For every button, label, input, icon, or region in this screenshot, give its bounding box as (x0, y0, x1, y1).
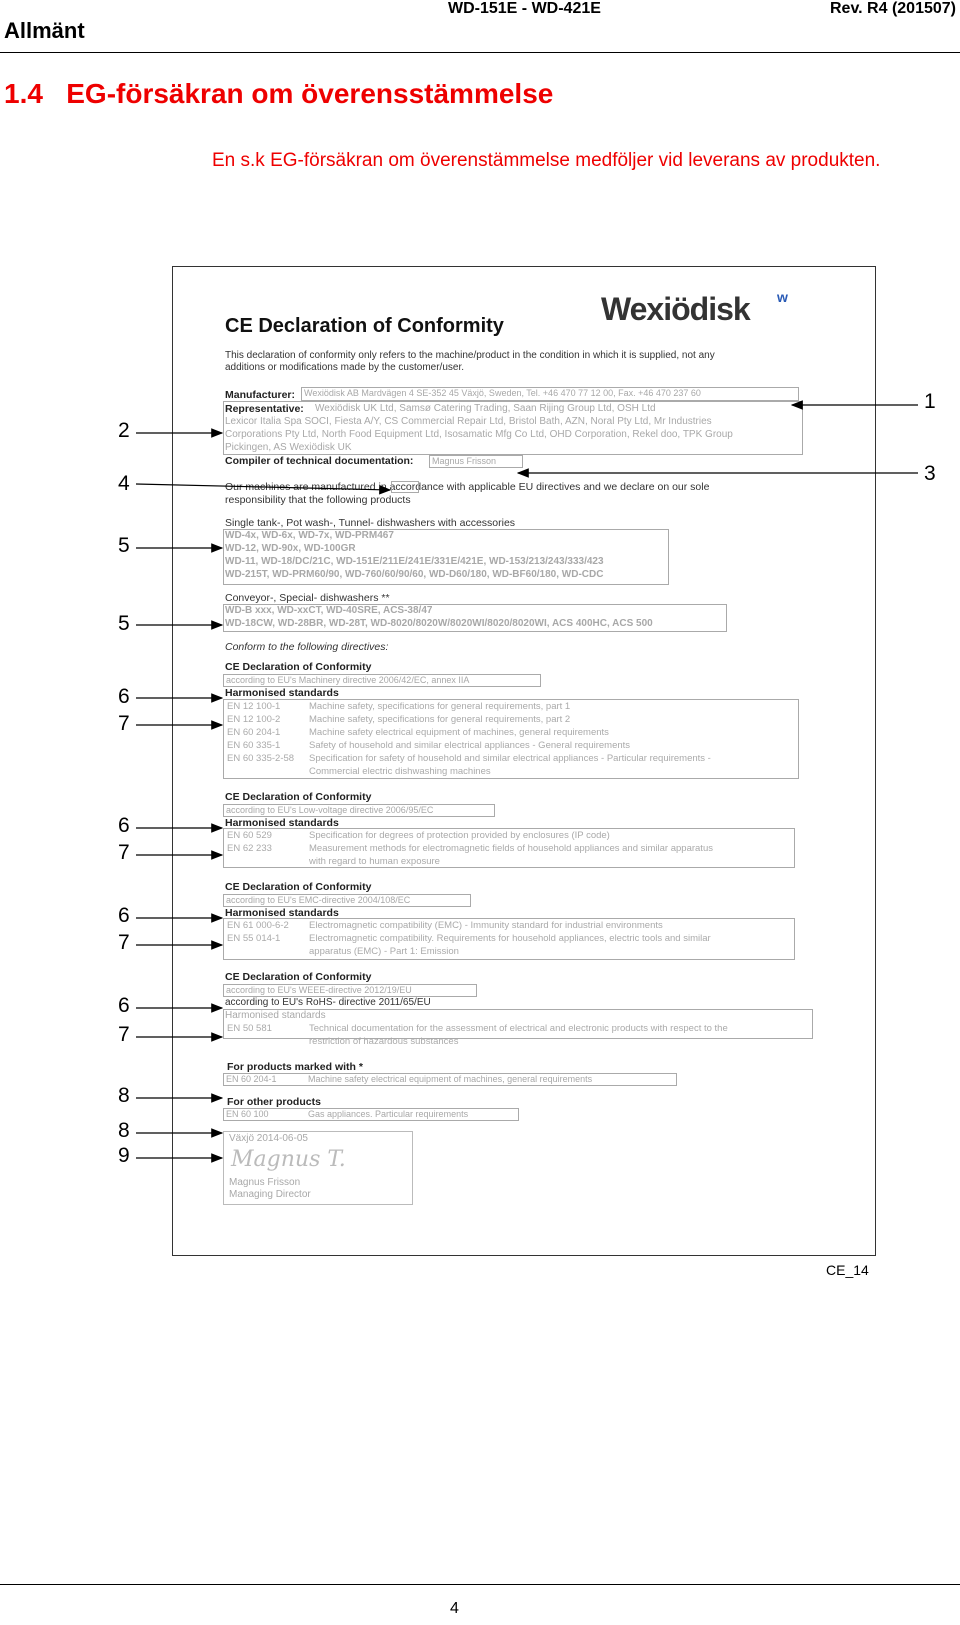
standard-desc: with regard to human exposure (309, 856, 440, 867)
standard-code: EN 60 204-1 (227, 727, 281, 738)
standard-desc: Gas appliances. Particular requirements (308, 1109, 469, 1119)
product-line: WD-12, WD-90x, WD-100GR (225, 543, 356, 554)
callout-number: 6 (118, 994, 130, 1017)
callout-number: 9 (118, 1144, 130, 1167)
directive-text: according to EU's WEEE-directive 2012/19/EU (226, 985, 412, 995)
callout-number: 6 (118, 685, 130, 708)
conveyor-heading: Conveyor-, Special- dishwashers ** (225, 592, 390, 604)
product-line: WD-215T, WD-PRM60/90, WD-760/60/90/60, WD-D60/180, WD-BF60/180, WD-CDC (225, 569, 604, 580)
standard-desc: Specification for safety of household and similar electrical appliances - Particular requirements - (309, 753, 711, 764)
representative-line: Wexiödisk UK Ltd, Samsø Catering Trading, Saan Rijing Group Ltd, OSH Ltd (315, 403, 656, 414)
intro-text: En s.k EG-försäkran om överenstämmelse medföljer vid leverans av produkten. (212, 150, 881, 171)
logo-mark-icon: ᴡ (777, 289, 788, 305)
representative-line: Corporations Pty Ltd, North Food Equipment Ltd, Isosamatic Mfg Co Ltd, OHD Corporation, Rekel doo, TPK Group (225, 429, 733, 440)
header-revision: Rev. R4 (201507) (830, 0, 956, 17)
standard-desc: Specification for degrees of protection provided by enclosures (IP code) (309, 830, 610, 841)
directive-text-2: according to EU's RoHS- directive 2011/65/EU (225, 997, 431, 1008)
wexiodisk-logo: Wexiödisk (601, 291, 750, 327)
section-title: 1.4 EG-försäkran om överensstämmelse (4, 78, 554, 109)
standards-label: Harmonised standards (225, 1010, 326, 1021)
other-heading: For other products (227, 1096, 321, 1108)
products-heading: Single tank-, Pot wash-, Tunnel- dishwashers with accessories (225, 517, 516, 529)
callout-number: 4 (118, 472, 130, 495)
callout-number: 8 (118, 1084, 130, 1107)
machines-line-2: responsibility that the following products (225, 494, 411, 506)
block-title: CE Declaration of Conformity (225, 881, 372, 893)
callout-number: 5 (118, 534, 130, 557)
standard-desc: Machine safety electrical equipment of machines, general requirements (308, 1074, 593, 1084)
representative-line: Pickingen, AS Wexiödisk UK (225, 442, 352, 453)
callout-number: 8 (118, 1119, 130, 1142)
representative-line: Lexicor Italia Spa SOCI, Fiesta A/Y, CS Commercial Repair Ltd, Bristol Bath, AZN, Noral Pty Ltd, Mr Industries (225, 416, 712, 427)
standard-code: EN 50 581 (227, 1023, 272, 1034)
standard-code: EN 60 529 (227, 830, 272, 841)
callout-number: 2 (118, 419, 130, 442)
callout-number: 6 (118, 904, 130, 927)
standard-desc: Machine safety electrical equipment of machines, general requirements (309, 727, 609, 738)
callout-number: 7 (118, 1023, 130, 1046)
standards-label: Harmonised standards (225, 817, 339, 829)
signer-title: Managing Director (229, 1189, 311, 1200)
standard-code: EN 60 335-2-58 (227, 753, 295, 764)
standards-label: Harmonised standards (225, 907, 339, 919)
callout-number: 7 (118, 931, 130, 954)
place-date: Växjö 2014-06-05 (229, 1133, 308, 1144)
standard-code: EN 61 000-6-2 (227, 920, 289, 931)
header-section: Allmänt (4, 18, 85, 43)
standard-code: EN 12 100-1 (227, 701, 281, 712)
standard-desc: Technical documentation for the assessment of electrical and electronic products with respect to the (309, 1023, 728, 1034)
callout-number: 1 (924, 390, 936, 413)
block-title: CE Declaration of Conformity (225, 971, 372, 983)
manufacturer-label: Manufacturer: (225, 389, 296, 401)
standards-label: Harmonised standards (225, 687, 339, 699)
standard-code: EN 60 100 (226, 1109, 269, 1119)
standard-desc: Measurement methods for electromagnetic fields of household appliances and similar apparatus (309, 843, 713, 854)
standard-desc: Machine safety, specifications for general requirements, part 2 (309, 714, 571, 725)
machines-line-1: Our machines are manufactured in accordance with applicable EU directives and we declare on our sole (225, 481, 710, 493)
standard-code: EN 55 014-1 (227, 933, 281, 944)
standard-desc: Machine safety, specifications for general requirements, part 1 (309, 701, 571, 712)
standard-desc: Safety of household and similar electrical appliances - General requirements (309, 740, 631, 751)
standard-desc: restriction of hazardous substances (309, 1036, 459, 1047)
compiler-value: Magnus Frisson (432, 456, 497, 466)
block-title: CE Declaration of Conformity (225, 791, 372, 803)
directive-text: according to EU's Low-voltage directive 2006/95/EC (226, 805, 434, 815)
conveyor-line: WD-18CW, WD-28BR, WD-28T, WD-8020/8020W/8020WI/8020/8020WI, ACS 400HC, ACS 500 (225, 618, 653, 629)
block-title: CE Declaration of Conformity (225, 661, 372, 673)
callout-number: 5 (118, 612, 130, 635)
signature-image: Magnus T. (231, 1147, 346, 1172)
standard-desc: apparatus (EMC) - Part 1: Emission (309, 946, 459, 957)
marked-heading: For products marked with * (227, 1061, 363, 1073)
standard-desc: Electromagnetic compatibility. Requirements for household appliances, electric tools and similar (309, 933, 711, 944)
footer-rule (0, 1584, 960, 1585)
callout-number: 7 (118, 841, 130, 864)
disclaimer-line-2: additions or modifications made by the customer/user. (225, 362, 465, 373)
conform-heading: Conform to the following directives: (225, 641, 389, 653)
directive-text: according to EU's Machinery directive 2006/42/EC, annex IIA (226, 675, 470, 685)
product-line: WD-4x, WD-6x, WD-7x, WD-PRM467 (225, 530, 394, 541)
header-model: WD-151E - WD-421E (448, 0, 601, 17)
page-number: 4 (450, 1600, 459, 1617)
directive-text: according to EU's EMC-directive 2004/108/EC (226, 895, 411, 905)
standard-desc: Commercial electric dishwashing machines (309, 766, 491, 777)
doc-title: CE Declaration of Conformity (225, 315, 504, 337)
callout-number: 6 (118, 814, 130, 837)
standard-desc: Electromagnetic compatibility (EMC) - Immunity standard for industrial environments (309, 920, 663, 931)
product-line: WD-11, WD-18/DC/21C, WD-151E/211E/241E/331E/421E, WD-153/213/243/333/423 (225, 556, 604, 567)
standard-code: EN 62 233 (227, 843, 272, 854)
callout-number: 3 (924, 462, 936, 485)
compiler-label: Compiler of technical documentation: (225, 455, 414, 467)
standard-code: EN 60 335-1 (227, 740, 281, 751)
standard-code: EN 12 100-2 (227, 714, 281, 725)
signer-name: Magnus Frisson (229, 1177, 301, 1188)
figure-caption: CE_14 (826, 1262, 869, 1278)
conveyor-line: WD-B xxx, WD-xxCT, WD-40SRE, ACS-38/47 (225, 605, 433, 616)
representative-label: Representative: (225, 403, 304, 415)
callout-number: 7 (118, 712, 130, 735)
manufacturer-value: Wexiödisk AB Mardvägen 4 SE-352 45 Växjö, Sweden, Tel. +46 470 77 12 00, Fax. +46 470 237 60 (304, 388, 701, 398)
standard-code: EN 60 204-1 (226, 1074, 277, 1084)
disclaimer-line-1: This declaration of conformity only refers to the machine/product in the condition in which it is supplied, not any (225, 350, 715, 361)
